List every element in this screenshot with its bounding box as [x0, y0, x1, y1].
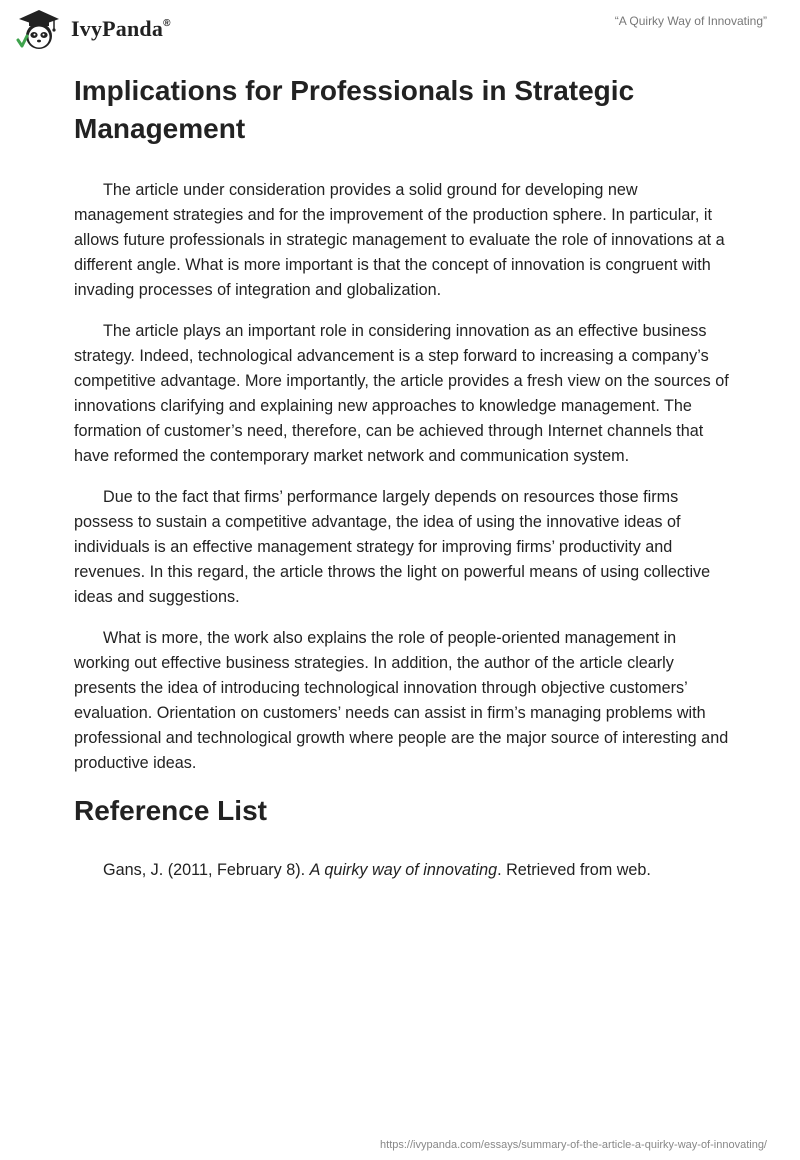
section-heading-implications: Implications for Professionals in Strategic Management — [74, 75, 635, 144]
reference-suffix: . Retrieved from web. — [497, 861, 651, 879]
reference-title: A quirky way of innovating — [309, 861, 498, 879]
panda-logo-icon — [14, 7, 64, 51]
ivypanda-logo[interactable] — [14, 7, 171, 51]
section-heading-references: Reference List — [74, 795, 267, 826]
essay-content — [74, 72, 734, 883]
body-paragraph: The article plays an important role in considering innovation as an effective business strategy. Indeed, technological advancement is a step forward to increasing a company’s competitive advantage. More importantly, the article provides a fresh view on the sources of innovations clarifying and explaining new approaches to knowledge management. The formation of customer’s need, therefore, can be achieved through Internet channels that have reformed the contemporary market network and communication system. — [74, 322, 729, 465]
body-paragraph: The article under consideration provides a solid ground for developing new management strategies and for the improvement of the production sphere. In particular, it allows future professionals in strategic management to evaluate the role of innovations at a different angle. What is more important is that the concept of innovation is congruent with invading processes of integration and globalization. — [74, 181, 725, 299]
reference-prefix: Gans, J. (2011, February 8). — [103, 861, 310, 879]
document-title: “A Quirky Way of Innovating” — [614, 14, 767, 28]
body-paragraph: What is more, the work also explains the role of people-oriented management in working out effective business strategies. In addition, the author of the article clearly presents the idea of introducing technological innovation through objective customers’ evaluation. Orientation on customers’ needs can assist in firm’s managing problems with professional and technological growth where people are the major source of interesting and productive ideas. — [74, 629, 729, 772]
logo-wordmark: IvyPanda® — [71, 16, 171, 41]
registered-mark: ® — [163, 17, 171, 29]
source-url[interactable]: https://ivypanda.com/essays/summary-of-the-article-a-quirky-way-of-innovating/ — [380, 1139, 767, 1151]
reference-entry — [74, 858, 734, 883]
body-paragraph: Due to the fact that firms’ performance largely depends on resources those firms possess to sustain a competitive advantage, the idea of using the innovative ideas of individuals is an effective management strategy for improving firms’ productivity and revenues. In this regard, the article throws the light on powerful means of using collective ideas and suggestions. — [74, 488, 711, 606]
